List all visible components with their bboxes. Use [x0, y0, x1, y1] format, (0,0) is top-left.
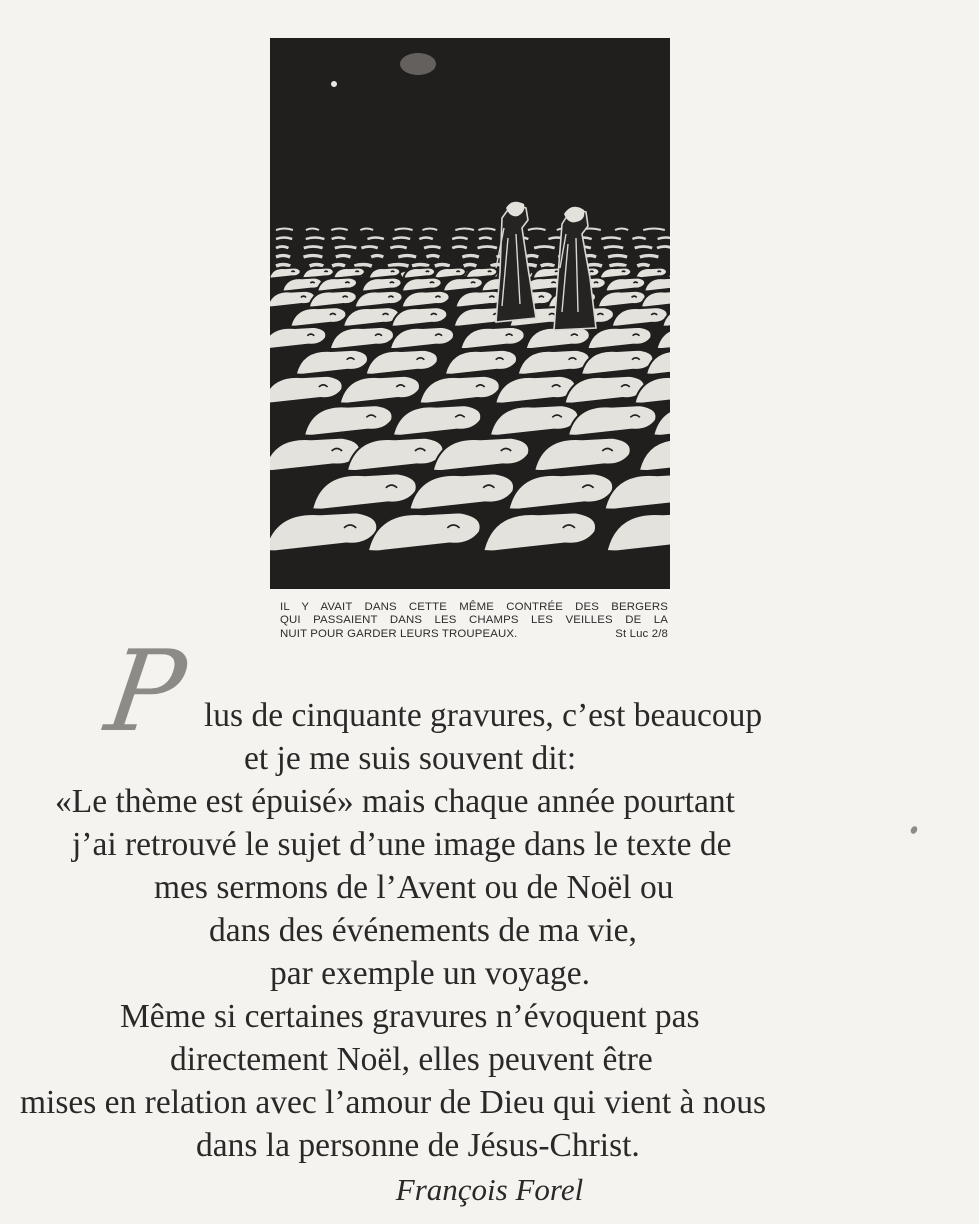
distant-sheep-mark [657, 247, 670, 249]
distant-sheep-mark [354, 265, 371, 267]
distant-sheep-mark [388, 265, 408, 267]
distant-sheep-mark [534, 247, 555, 249]
sheep-head-mark [590, 271, 593, 272]
distant-sheep-mark [464, 265, 477, 267]
distant-sheep-mark [361, 247, 377, 249]
distant-sheep-mark [462, 256, 479, 258]
woodcut-illustration [270, 38, 670, 589]
distant-sheep-mark [635, 247, 653, 249]
distant-sheep-mark [390, 247, 406, 249]
distant-sheep-mark [276, 265, 290, 267]
distant-sheep-mark [310, 265, 324, 267]
sheep-head-mark [622, 271, 625, 272]
caption-line-1: IL Y AVAIT DANS CETTE MÊME CONTRÉE DES BERGERS [280, 601, 668, 613]
sheep-head-mark [426, 271, 429, 272]
distant-sheep-mark [435, 265, 450, 267]
caption-line-2: QUI PASSAIENT DANS LES CHAMPS LES VEILLES DE LA [280, 614, 668, 627]
text-line: par exemple un voyage. [270, 955, 590, 992]
text-line: directement Noël, elles peuvent être [170, 1041, 653, 1078]
distant-sheep-mark [640, 256, 659, 258]
paper-speck [909, 825, 918, 835]
distant-sheep-mark [609, 265, 626, 267]
distant-sheep-mark [452, 247, 467, 249]
distant-sheep-mark [604, 247, 623, 249]
text-line: j’ai retrouvé le sujet d’une image dans le texte de [72, 826, 732, 863]
drop-cap: P [98, 627, 193, 757]
text-line: lus de cinquante gravures, c’est beaucoup [204, 697, 763, 734]
sheep-body [270, 268, 301, 279]
sheep-head-mark [658, 271, 661, 272]
text-line: mes sermons de l’Avent ou de Noël ou [154, 869, 674, 906]
sheep-head-mark [456, 271, 459, 272]
sheep-head-mark [488, 271, 491, 272]
distant-sheep-mark [424, 247, 441, 249]
shepherds-flock-engraving [270, 38, 670, 589]
text-line: «Le thème est épuisé» mais chaque année pourtant [55, 783, 735, 820]
engraving-caption [280, 601, 668, 641]
distant-sheep-mark [398, 256, 416, 258]
distant-sheep-mark [332, 265, 345, 267]
distant-sheep-mark [371, 256, 383, 258]
sheep-head-mark [391, 271, 394, 272]
distant-sheep-mark [426, 256, 439, 258]
distant-sheep-mark [637, 265, 649, 267]
distant-sheep-mark [478, 247, 497, 249]
distant-sheep-mark [335, 247, 357, 249]
distant-sheep-mark [541, 265, 555, 267]
text-line: et je me suis souvent dit: [244, 740, 577, 777]
sheep-head-mark [291, 271, 294, 272]
text-line: dans des événements de ma vie, [209, 912, 637, 949]
distant-sheep-mark [276, 247, 288, 249]
distant-sheep-mark [658, 238, 670, 240]
distant-sheep-mark [412, 265, 429, 267]
star-icon [331, 81, 337, 87]
sheep-head-mark [355, 271, 358, 272]
text-line: dans la personne de Jésus-Christ. [196, 1127, 640, 1164]
caption-reference: St Luc 2/8 [615, 627, 668, 640]
distant-sheep-mark [608, 256, 627, 258]
sheep-head-mark [324, 271, 327, 272]
distant-sheep-mark [304, 247, 323, 249]
sky-smudge [400, 53, 436, 75]
author-signature: François Forel [395, 1172, 584, 1207]
caption-line-3: NUIT POUR GARDER LEURS TROUPEAUX. [280, 627, 518, 640]
text-line: mises en relation avec l’amour de Dieu qui vient à nous [20, 1084, 767, 1121]
distant-sheep-mark [304, 256, 323, 258]
distant-sheep-mark [336, 256, 351, 258]
text-line: Même si certaines gravures n’évoquent pas [120, 998, 700, 1035]
distant-sheep-mark [276, 256, 290, 258]
